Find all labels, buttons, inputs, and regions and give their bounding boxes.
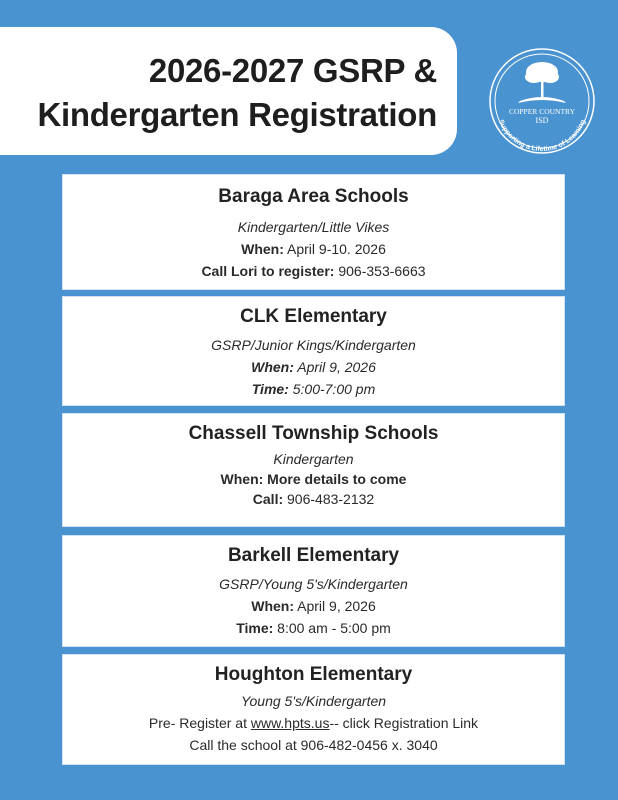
when-value: April 9, 2026 (293, 359, 376, 375)
school-name: Chassell Township Schools (188, 423, 439, 444)
when-value: April 9, 2026 (294, 598, 376, 614)
svg-text:ISD: ISD (535, 116, 549, 125)
svg-text:Supporting a Lifetime of Learn: Supporting a Lifetime of Learning (496, 118, 588, 154)
phone-value: 906-353-6663 (334, 263, 426, 279)
program: GSRP/Junior Kings/Kindergarten (211, 337, 416, 353)
call-label: Call Lori to register: (201, 263, 335, 279)
school-name: CLK Elementary (240, 306, 387, 327)
school-card-houghton (62, 654, 565, 765)
call-label: Call: (252, 491, 284, 507)
phone-value: 906-483-2132 (283, 491, 375, 507)
title-line-1: 2026-2027 GSRP & (148, 52, 437, 89)
school-name: Barkell Elementary (227, 545, 400, 566)
header-banner (0, 27, 457, 155)
hpts-link[interactable]: www.hpts.us (250, 715, 330, 731)
title-line-2: Kindergarten Registration (37, 96, 437, 133)
call-line: Call the school at 906-482-0456 x. 3040 (189, 737, 438, 753)
when-label: When: More details to come (220, 471, 407, 487)
program: Kindergarten/Little Vikes (237, 219, 390, 235)
program: Kindergarten (273, 451, 354, 467)
copper-country-isd-logo (488, 47, 596, 155)
register-suffix: -- click Registration Link (329, 715, 479, 731)
time-value: 8:00 am - 5:00 pm (273, 620, 391, 636)
school-card-chassell (62, 413, 565, 527)
time-value: 5:00-7:00 pm (288, 381, 376, 397)
register-prefix: Pre- Register at (148, 715, 251, 731)
when-label: When: (241, 241, 284, 257)
when-label: When: (251, 598, 295, 614)
time-label: Time: (236, 620, 274, 636)
school-name: Houghton Elementary (214, 664, 413, 685)
school-card-baraga (62, 174, 565, 290)
school-card-clk (62, 296, 565, 406)
school-card-barkell (62, 535, 565, 647)
program: Young 5's/Kindergarten (240, 693, 387, 709)
when-label: When: (251, 359, 294, 375)
time-label: Time: (251, 381, 289, 397)
tree-icon (518, 62, 566, 103)
school-name: Baraga Area Schools (218, 186, 409, 207)
svg-text:COPPER COUNTRY: COPPER COUNTRY (508, 107, 576, 116)
when-value: April 9-10. 2026 (283, 241, 386, 257)
page-title (37, 49, 437, 137)
program: GSRP/Young 5's/Kindergarten (219, 576, 408, 592)
